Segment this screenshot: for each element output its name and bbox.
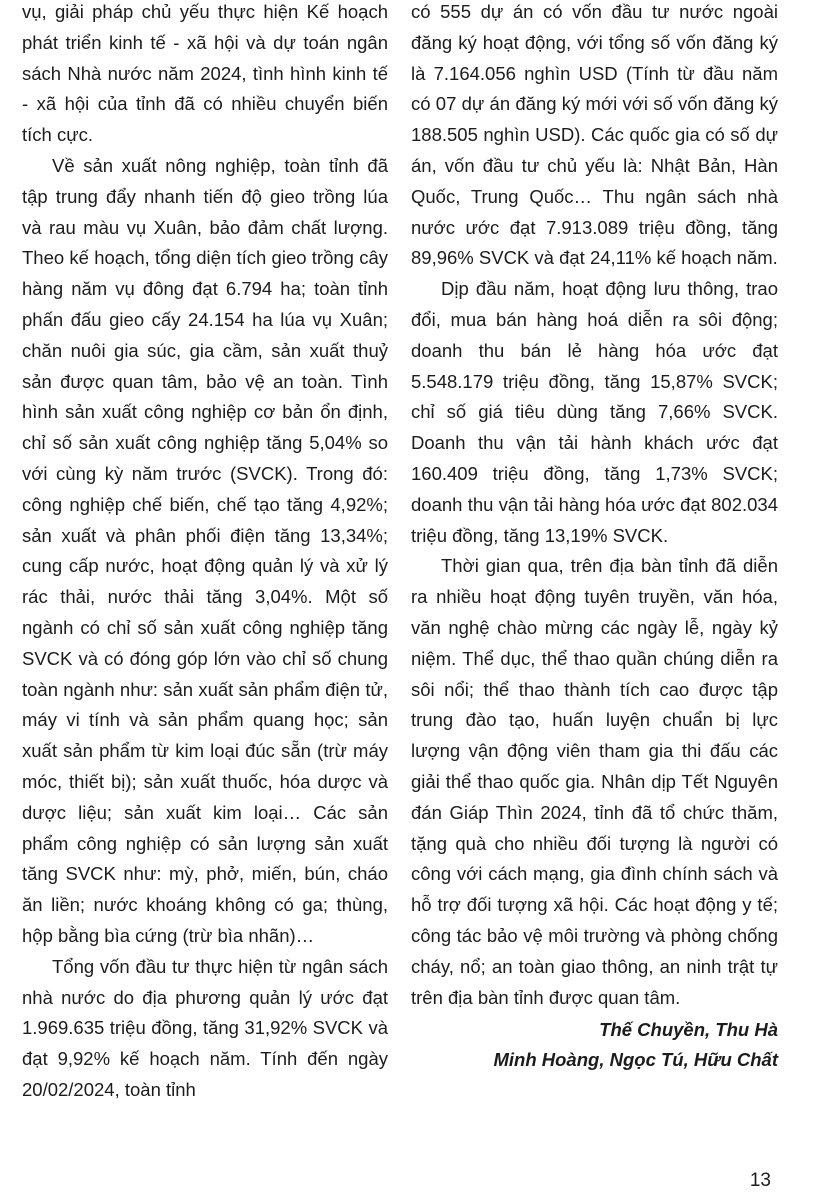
paragraph-culture-society: Thời gian qua, trên địa bàn tỉnh đã diễn ra nhiều hoạt động tuyên truyền, văn hóa, văn nghệ chào mừng các ngày lễ, ngày kỷ niệm. Thể dục, thể thao quần chúng diễn ra sôi nổi; thể thao thành tích cao được tập trung đào tạo, huấn luyện chuẩn bị lực lượng vận động viên tham gia thi đấu các giải thể thao quốc gia. Nhân dịp Tết Nguyên đán Giáp Thìn 2024, tỉnh đã tổ chức thăm, tặng quà cho nhiều đối tượng là người có công với cách mạng, gia đình chính sách và hỗ trợ đối tượng xã hội. Các hoạt động y tế; công tác bảo vệ môi trường và phòng chống cháy, nổ; an toàn giao thông, an ninh trật tự trên địa bàn tỉnh được quan tâm.	[411, 555, 778, 1008]
paragraph-continued: vụ, giải pháp chủ yếu thực hiện Kế hoạch phát triển kinh tế - xã hội và dự toán ngân sách Nhà nước năm 2024, tình hình kinh tế - xã hội của tỉnh đã có nhiều chuyển biến tích cực.	[22, 1, 388, 146]
paragraph-trade: Dịp đầu năm, hoạt động lưu thông, trao đổi, mua bán hàng hoá diễn ra sôi động; doanh thu bán lẻ hàng hóa ước đạt 5.548.179 triệu đồng, tăng 15,87% SVCK; chỉ số giá tiêu dùng tăng 7,66% SVCK. Doanh thu vận tải hành khách ước đạt 160.409 triệu đồng, tăng 1,73% SVCK; doanh thu vận tải hàng hóa ước đạt 802.034 triệu đồng, tăng 13,19% SVCK.	[411, 278, 778, 546]
author-line-1: Thế Chuyền, Thu Hà	[599, 1019, 778, 1041]
paragraph-agriculture-industry: Về sản xuất nông nghiệp, toàn tỉnh đã tập trung đẩy nhanh tiến độ gieo trồng lúa và rau màu vụ Xuân, bảo đảm chất lượng. Theo kế hoạch, tổng diện tích gieo trồng cây hàng năm vụ đông đạt 6.794 ha; toàn tỉnh phấn đấu gieo cấy 24.154 ha lúa vụ Xuân; chăn nuôi gia súc, gia cầm, sản xuất thuỷ sản được quan tâm, bảo vệ an toàn. Tình hình sản xuất công nghiệp cơ bản ổn định, chỉ số sản xuất công nghiệp tăng 5,04% so với cùng kỳ năm trước (SVCK). Trong đó: công nghiệp chế biến, chế tạo tăng 4,92%; sản xuất và phân phối điện tăng 13,34%; cung cấp nước, hoạt động quản lý và xử lý rác thải, nước thải tăng 3,04%. Một số ngành có chỉ số sản xuất công nghiệp tăng SVCK và có đóng góp lớn vào chỉ số chung toàn ngành như: sản xuất sản phẩm điện tử, máy vi tính và sản phẩm quang học; sản xuất sản phẩm từ kim loại đúc sẵn (trừ máy móc, thiết bị); sản xuất thuốc, hóa dược và dược liệu; sản xuất kim loại… Các sản phẩm công nghiệp có sản lượng sản xuất tăng SVCK như: mỳ, phở, miến, bún, cháo ăn liền; nước khoáng không có ga; thùng, hộp bằng bìa cứng (trừ bìa nhãn)…	[22, 154, 388, 946]
right-column	[411, 0, 778, 1075]
paragraph-investment: Tổng vốn đầu tư thực hiện từ ngân sách nhà nước do địa phương quản lý ước đạt 1.969.635 triệu đồng, tăng 31,92% SVCK và đạt 9,92% kế hoạch năm. Tính đến ngày 20/02/2024, toàn tỉnh	[22, 955, 388, 1100]
author-byline	[411, 1015, 778, 1075]
author-line-2: Minh Hoàng, Ngọc Tú, Hữu Chất	[493, 1049, 778, 1071]
page-number: 13	[749, 1170, 771, 1191]
left-column	[22, 0, 388, 1106]
paragraph-fdi-budget: có 555 dự án có vốn đầu tư nước ngoài đăng ký hoạt động, với tổng số vốn đăng ký là 7.164.056 nghìn USD (Tính từ đầu năm có 07 dự án đăng ký mới với số vốn đăng ký 188.505 nghìn USD). Các quốc gia có số dự án, vốn đầu tư chủ yếu là: Nhật Bản, Hàn Quốc, Trung Quốc… Thu ngân sách nhà nước ước đạt 7.913.089 triệu đồng, tăng 89,96% SVCK và đạt 24,11% kế hoạch năm.	[411, 1, 778, 269]
